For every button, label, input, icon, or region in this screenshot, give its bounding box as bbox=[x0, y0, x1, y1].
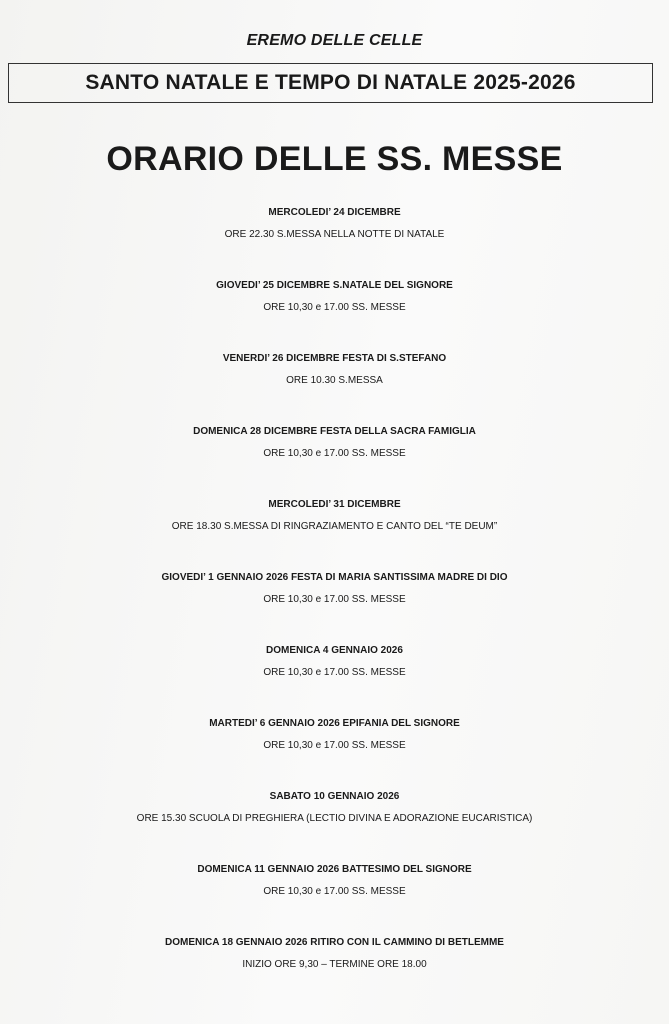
event-title: DOMENICA 28 DICEMBRE FESTA DELLA SACRA FAMIGLIA bbox=[193, 426, 476, 437]
event-detail: ORE 18.30 S.MESSA DI RINGRAZIAMENTO E CANTO DEL “TE DEUM” bbox=[171, 521, 498, 532]
season-title-box bbox=[8, 63, 653, 103]
event-title: GIOVEDI’ 1 GENNAIO 2026 FESTA DI MARIA SANTISSIMA MADRE DI DIO bbox=[161, 572, 508, 583]
schedule-item bbox=[0, 932, 669, 1005]
event-detail: ORE 10,30 e 17.00 SS. MESSE bbox=[263, 667, 406, 678]
place-heading: EREMO DELLE CELLE bbox=[246, 32, 423, 49]
schedule-item bbox=[0, 713, 669, 786]
event-detail: ORE 10,30 e 17.00 SS. MESSE bbox=[263, 740, 406, 751]
schedule-item bbox=[0, 275, 669, 348]
event-detail: ORE 10,30 e 17.00 SS. MESSE bbox=[263, 448, 406, 459]
event-detail: ORE 10,30 e 17.00 SS. MESSE bbox=[263, 302, 406, 313]
schedule-item bbox=[0, 348, 669, 421]
event-title: MARTEDI’ 6 GENNAIO 2026 EPIFANIA DEL SIGNORE bbox=[209, 718, 460, 729]
event-title: MERCOLEDI’ 31 DICEMBRE bbox=[268, 499, 401, 510]
event-title: DOMENICA 18 GENNAIO 2026 RITIRO CON IL CAMMINO DI BETLEMME bbox=[165, 937, 504, 948]
event-title: GIOVEDI’ 25 DICEMBRE S.NATALE DEL SIGNORE bbox=[216, 280, 453, 291]
schedule-item bbox=[0, 859, 669, 932]
event-detail: ORE 22.30 S.MESSA NELLA NOTTE DI NATALE bbox=[224, 229, 445, 240]
event-detail: ORE 15.30 SCUOLA DI PREGHIERA (LECTIO DIVINA E ADORAZIONE EUCARISTICA) bbox=[136, 813, 533, 824]
schedule-item bbox=[0, 202, 669, 275]
page-title: ORARIO DELLE SS. MESSE bbox=[106, 140, 563, 178]
event-detail: ORE 10,30 e 17.00 SS. MESSE bbox=[263, 886, 406, 897]
event-title: DOMENICA 4 GENNAIO 2026 bbox=[266, 645, 403, 656]
schedule-list bbox=[0, 202, 669, 1005]
event-title: MERCOLEDI’ 24 DICEMBRE bbox=[268, 207, 401, 218]
event-title: SABATO 10 GENNAIO 2026 bbox=[269, 791, 400, 802]
event-title: DOMENICA 11 GENNAIO 2026 BATTESIMO DEL SIGNORE bbox=[197, 864, 472, 875]
schedule-item bbox=[0, 421, 669, 494]
event-title: VENERDI’ 26 DICEMBRE FESTA DI S.STEFANO bbox=[222, 353, 447, 364]
event-detail: ORE 10.30 S.MESSA bbox=[286, 375, 383, 386]
event-detail: ORE 10,30 e 17.00 SS. MESSE bbox=[263, 594, 406, 605]
schedule-item bbox=[0, 786, 669, 859]
season-title: SANTO NATALE E TEMPO DI NATALE 2025-2026 bbox=[85, 71, 576, 94]
schedule-item bbox=[0, 567, 669, 640]
schedule-item bbox=[0, 494, 669, 567]
event-detail: INIZIO ORE 9,30 – TERMINE ORE 18.00 bbox=[242, 959, 427, 970]
schedule-item bbox=[0, 640, 669, 713]
